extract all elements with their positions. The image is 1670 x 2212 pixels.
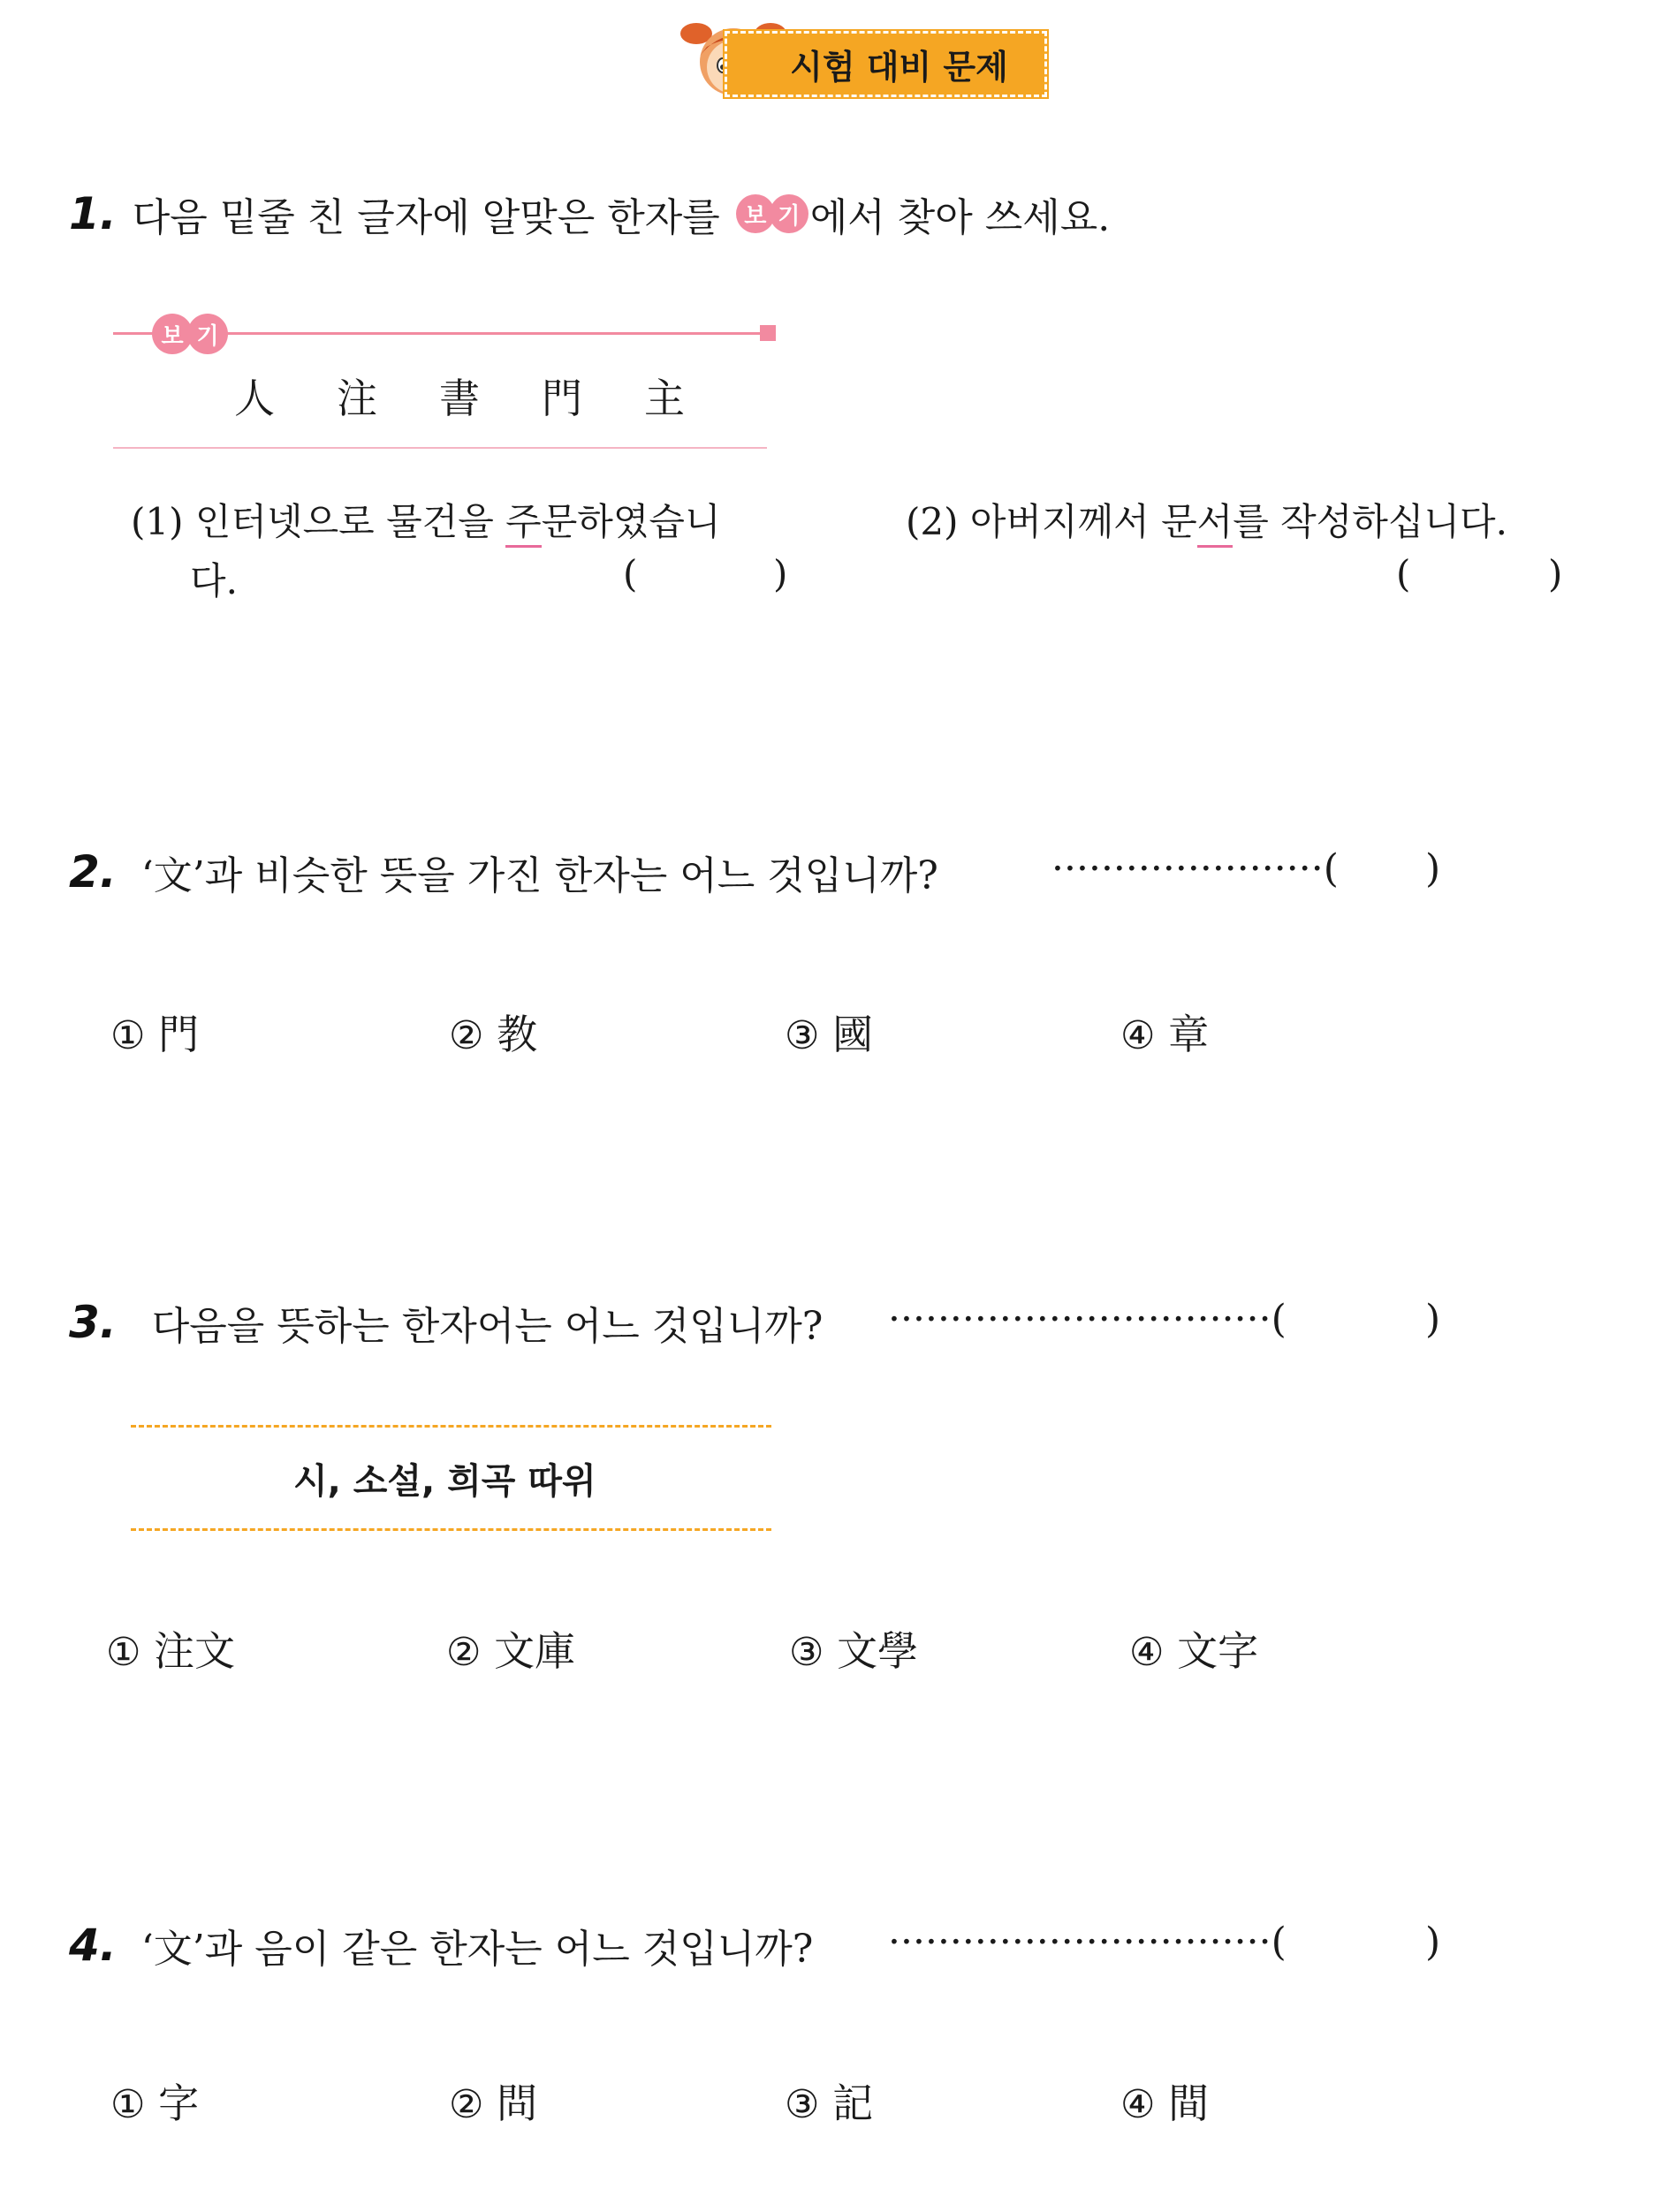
- choice-1[interactable]: [110, 1003, 199, 1061]
- bogi-char: 기: [187, 314, 228, 354]
- box-bottom-dashed: [131, 1528, 771, 1531]
- bogi-bottom-line: [113, 447, 767, 449]
- answer-dots: ·······························(: [888, 1297, 1287, 1342]
- answer-paren-close: ): [1548, 552, 1563, 595]
- choice-2[interactable]: [449, 2072, 537, 2130]
- answer-blank[interactable]: [654, 557, 769, 601]
- question-3: [69, 1294, 823, 1351]
- subquestion-1: [131, 493, 721, 546]
- bogi-line-end: [760, 325, 776, 341]
- sub-text-line2: 다.: [190, 559, 238, 602]
- choice-value: 注文: [154, 1627, 236, 1675]
- choice-4[interactable]: [1129, 1619, 1258, 1678]
- answer-blank[interactable]: [1352, 850, 1431, 894]
- choice-1[interactable]: [110, 2072, 199, 2130]
- choice-mark: ③: [785, 1013, 820, 1058]
- answer-paren-close: ): [1425, 1920, 1441, 1965]
- choice-value: 文庫: [494, 1627, 576, 1675]
- choice-3[interactable]: [785, 1003, 873, 1061]
- answer-paren-close: ): [1425, 1297, 1441, 1342]
- bogi-badge: [736, 194, 803, 233]
- answer-paren-close: ): [1425, 846, 1441, 891]
- choice-4[interactable]: [1120, 2072, 1209, 2130]
- choice-2[interactable]: [449, 1003, 537, 1061]
- answer-dots: ·······························(: [888, 1920, 1287, 1965]
- answer-blank[interactable]: [1352, 1300, 1431, 1345]
- choice-mark: ③: [789, 1630, 824, 1675]
- choice-mark: ④: [1129, 1630, 1165, 1675]
- question-text: ‘文’과 비슷한 뜻을 가진 한자는 어느 것입니까?: [140, 853, 938, 898]
- question-text: 다음을 뜻하는 한자어는 어느 것입니까?: [151, 1304, 824, 1349]
- question-text: 다음 밑줄 친 글자에 알맞은 한자를: [132, 195, 720, 240]
- question-number: 4.: [69, 1920, 117, 1971]
- choice-mark: ②: [449, 1013, 484, 1058]
- choice-value: 門: [158, 1011, 200, 1058]
- bogi-option: 門: [542, 375, 582, 422]
- answer-blank[interactable]: [1352, 1923, 1431, 1967]
- header-title: 시험 대비 문제: [790, 48, 1008, 87]
- underlined-char: 주: [505, 500, 542, 548]
- choice-2[interactable]: [446, 1619, 575, 1678]
- sub-text: 를 작성하십니다.: [1233, 500, 1507, 543]
- question-number: 3.: [69, 1297, 117, 1348]
- choice-value: 教: [497, 1011, 538, 1058]
- choice-mark: ①: [106, 1630, 141, 1675]
- sub-text: 아버지께서 문: [969, 500, 1197, 543]
- choice-value: 國: [832, 1011, 874, 1058]
- header-banner: [725, 31, 1047, 97]
- subquestion-2: [906, 493, 1507, 546]
- choice-value: 文字: [1177, 1627, 1259, 1675]
- choice-value: 字: [158, 2079, 200, 2127]
- bogi-option: 書: [439, 375, 480, 422]
- bogi-char: 기: [770, 194, 808, 233]
- question-text: ‘文’과 음이 같은 한자는 어느 것입니까?: [140, 1927, 814, 1972]
- sub-label: (1): [131, 500, 184, 543]
- choice-3[interactable]: [789, 1619, 918, 1678]
- choice-mark: ①: [110, 2082, 146, 2127]
- bogi-options: [234, 367, 685, 425]
- choice-value: 問: [497, 2079, 538, 2127]
- choice-4[interactable]: [1120, 1003, 1209, 1061]
- bogi-option: 注: [337, 375, 377, 422]
- sub-label: (2): [906, 500, 959, 543]
- bogi-char: 보: [736, 194, 775, 233]
- question-number: 1.: [69, 188, 117, 239]
- choice-1[interactable]: [106, 1619, 235, 1678]
- box-top-dashed: [131, 1425, 771, 1428]
- bogi-option: 主: [644, 375, 685, 422]
- choice-mark: ②: [446, 1630, 482, 1675]
- choice-mark: ③: [785, 2082, 820, 2127]
- choice-value: 章: [1168, 1011, 1210, 1058]
- choice-mark: ②: [449, 2082, 484, 2127]
- answer-paren-close: ): [773, 552, 788, 595]
- underlined-char: 서: [1197, 500, 1234, 548]
- question-number: 2.: [69, 846, 117, 898]
- choice-mark: ④: [1120, 1013, 1156, 1058]
- choice-value: 記: [832, 2079, 874, 2127]
- question-1: [69, 186, 1110, 242]
- choice-value: 間: [1168, 2079, 1210, 2127]
- choice-3[interactable]: [785, 2072, 873, 2130]
- answer-paren-open: (: [623, 552, 638, 595]
- choice-mark: ①: [110, 1013, 146, 1058]
- question-text-tail: 에서 찾아 쓰세요.: [809, 195, 1111, 240]
- bogi-char: 보: [152, 314, 193, 354]
- question-2: [69, 844, 938, 900]
- bogi-box-label: [152, 314, 223, 354]
- answer-blank[interactable]: [1427, 557, 1542, 601]
- choice-mark: ④: [1120, 2082, 1156, 2127]
- question-4: [69, 1917, 813, 1973]
- answer-dots: ······················(: [1051, 846, 1339, 891]
- choice-value: 文學: [837, 1627, 919, 1675]
- answer-paren-open: (: [1396, 552, 1411, 595]
- sub-text: 인터넷으로 물건을: [194, 500, 506, 543]
- bogi-option: 人: [234, 375, 275, 422]
- sub-text: 문하였습니: [541, 500, 721, 543]
- definition-text: 시, 소설, 희곡 따위: [293, 1461, 596, 1502]
